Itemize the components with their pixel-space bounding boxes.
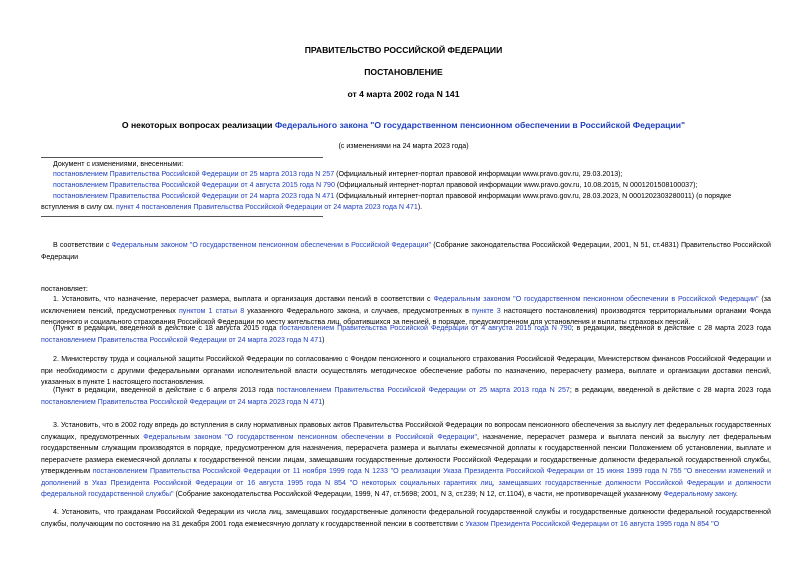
preamble-law-link[interactable]: Федеральным законом "О государственном пенсионном обеспечении в Российской Федерации" [111,241,432,249]
changes-intro: Документ с изменениями, внесенными: [53,160,184,168]
p3-law-link[interactable]: Федеральным законом "О государственном пенсионном обеспечении в Российской Федерации" [143,432,478,441]
changes-top-divider [41,157,323,158]
preamble-paragraph: В соответствии с Федеральным законом "О государственном пенсионном обеспечении в Российской Федерации" (Собрание законодательства Российской Федерации, 2001, N 51, ст.4831) Правительство Российской Федерации [41,241,772,261]
paragraph-1-note: (Пункт в редакции, введенной в действие с 18 августа 2015 года постановлением Правительства Российской Федерации от 4 августа 2015 года N 790; в редакции, введенной в действие с 28 марта 2023 года постановлением Правительства Российской Федерации от 24 марта 2023 года N 471) [41,324,771,344]
title-prefix: О некоторых вопросах реализации [121,120,275,130]
p3-federal-law-link[interactable]: Федеральному закону [663,490,736,498]
p1-article-link[interactable]: пунктом 1 статьи 8 [178,306,245,315]
p1-law-link[interactable]: Федеральным законом "О государственном пенсионном обеспечении в Российской Федерации" [433,295,759,303]
resolves-text: постановляет: [41,285,88,293]
changes-item: постановлением Правительства Российской Федерации от 25 марта 2013 года N 257 (Официальный интернет-портал правовой информации www.pravo.gov.ru, 29.03.2013); [53,170,623,178]
document-title [0,120,807,130]
federal-law-title-link[interactable]: Федерального закона "О государственном пенсионном обеспечении в Российской Федерации" [274,120,686,130]
p1-point3-link[interactable]: пункте 3 [472,306,501,315]
paragraph-1: 1. Установить, что назначение, перерасчет размера, выплата и организация доставки пенсий в соответствии с Федеральным законом "О государственном пенсионном обеспечении в Российской Федерации" (за исключением пенсий, предусмотренных пунктом 1 статьи 8 указанного Федерального закона, и случаев, предусмотренных в пункте 3 настоящего постановления) производятся территориальными органами Фонда пенсионного и социального страхования Российской Федерации по месту жительства лиц, обратившихся за пенсией, в порядке, предусмотренном для установления и выплаты страховых пенсий. [41,295,771,326]
changes-item: вступления в силу см. пункт 4 постановления Правительства Российской Федерации от 24 марта 2023 года N 471). [41,203,423,211]
p1-note-link-2015[interactable]: постановлением Правительства Российской Федерации от 4 августа 2015 года N 790 [279,324,572,332]
changes-item: постановлением Правительства Российской Федерации от 4 августа 2015 года N 790 (Официальный интернет-портал правовой информации www.pravo.gov.ru, 10.08.2015, N 0001201508100037); [53,181,698,189]
changes-bottom-divider [41,216,323,217]
p1-note-link-2023[interactable]: постановлением Правительства Российской Федерации от 24 марта 2023 года N 471 [41,335,323,344]
amendment-link-2013[interactable]: постановлением Правительства Российской Федерации от 25 марта 2013 года N 257 [53,170,335,178]
p3-decree-link[interactable]: постановлением Правительства Российской Федерации от 11 ноября 1999 года N 1233 "О реализации Указа Президента Российской Федерации от 15 июня 1999 года N 755 "О внесении изменений и дополнений в Указ Президента Российской Федерации от 16 августа 1995 года N 854 "О некоторых социальных гарантиях лиц, замещавших государственные должности Российской Федерации и должности федеральной государственной службы" [41,467,771,498]
amendment-link-2015[interactable]: постановлением Правительства Российской Федерации от 4 августа 2015 года N 790 [53,181,335,189]
entry-into-force-link[interactable]: пункт 4 постановления Правительства Российской Федерации от 24 марта 2023 года N 471 [116,203,418,211]
amendment-link-2023[interactable]: постановлением Правительства Российской Федерации от 24 марта 2023 года N 471 [53,192,335,200]
p4-decree-link[interactable]: Указом Президента Российской Федерации от 16 августа 1995 года N 854 "О [465,519,720,528]
revision-note: (с изменениями на 24 марта 2023 года) [338,142,469,150]
paragraph-3: 3. Установить, что в 2002 году впредь до вступления в силу нормативных правовых актов Правительства Российской Федерации по вопросам пенсионного обеспечения за выслугу лет федеральных государственных служащих, предусмотренных Федеральным законом "О государственном пенсионном обеспечении в Российской Федерации", назначение, перерасчет размера и выплата пенсий за выслугу лет федеральным государственным служащим производятся в порядке, предусмотренном для назначения, перерасчета размера и выплаты ежемесячной доплаты к государственной пенсии Положением об установлении, выплате и перерасчете размера ежемесячной доплаты к государственной пенсии лицам, замещавшим государственные должности Российской Федерации и государственные должности федеральной государственной службы, утвержденным постановлением Правительства Российской Федерации от 11 ноября 1999 года N 1233 "О реализации Указа Президента Российской Федерации от 15 июня 1999 года N 755 "О внесении изменений и дополнений в Указ Президента Российской Федерации от 16 августа 1995 года N 854 "О некоторых социальных гарантиях лиц, замещавших государственные должности Российской Федерации и должности федеральной государственной службы" (Собрание законодательства Российской Федерации, 1999, N 47, ст.5698; 2001, N 3, ст.239; N 12, ст.1104), в части, не противоречащей указанному Федеральному закону. [41,421,771,498]
date-number-heading: от 4 марта 2002 года N 141 [347,89,460,99]
changes-item: постановлением Правительства Российской Федерации от 24 марта 2023 года N 471 (Официальный интернет-портал правовой информации www.pravo.gov.ru, 28.03.2023, N 0001202303280011) (о порядке [53,192,732,200]
paragraph-2-note: (Пункт в редакции, введенной в действие с 6 апреля 2013 года постановлением Правительства Российской Федерации от 25 марта 2013 года N 257; в редакции, введенной в действие с 28 марта 2023 года постановлением Правительства Российской Федерации от 24 марта 2023 года N 471) [41,386,771,406]
p2-note-link-2013[interactable]: постановлением Правительства Российской Федерации от 25 марта 2013 года N 257 [276,386,570,394]
paragraph-2: 2. Министерству труда и социальной защиты Российской Федерации по согласованию с Фондом пенсионного и социального страхования Российской Федерации, Министерством финансов Российской Федерации и при необходимости с другими федеральными органами исполнительной власти осуществлять методическое обеспечение работы по назначению, перерасчету размера, выплате и организации доставки пенсий, указанных в пункте 1 настоящего постановления. [41,355,771,386]
p2-note-link-2023[interactable]: постановлением Правительства Российской Федерации от 24 марта 2023 года N 471 [41,397,323,406]
doc-type-heading: ПОСТАНОВЛЕНИЕ [364,67,443,77]
org-heading: ПРАВИТЕЛЬСТВО РОССИЙСКОЙ ФЕДЕРАЦИИ [304,45,503,55]
paragraph-4: 4. Установить, что гражданам Российской Федерации из числа лиц, замещавших государственные должности федеральной государственной службы и государственные должности федеральной государственной службы, получающим по состоянию на 31 декабря 2001 года ежемесячную доплату к государственной пенсии в соответствии с Указом Президента Российской Федерации от 16 августа 1995 года N 854 "О [41,508,771,528]
